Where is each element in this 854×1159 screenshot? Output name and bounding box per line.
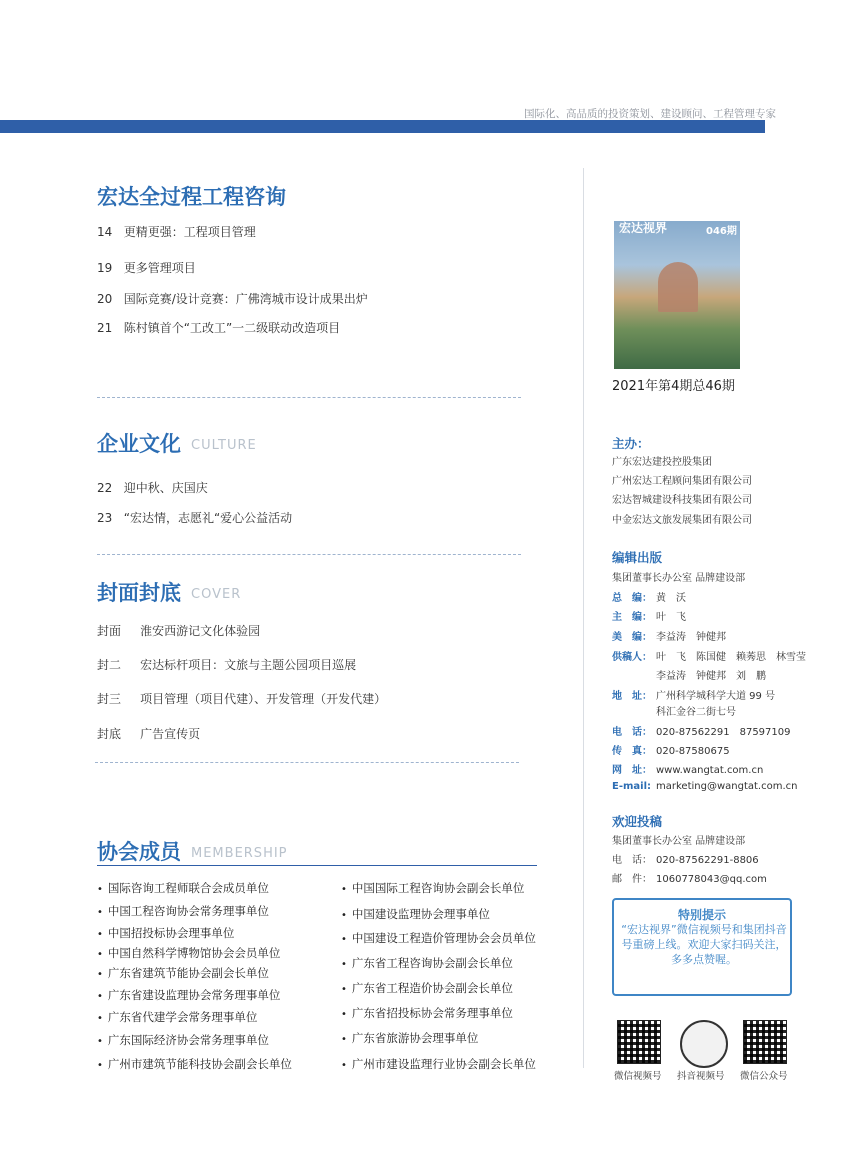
notice-body: “宏达视界”微信视频号和集团抖音号重磅上线。欢迎大家扫码关注，多多点赞喔。 xyxy=(621,923,787,966)
toc-page-number: 封三 xyxy=(97,692,122,706)
membership-item: • 中国招投标协会理事单位 xyxy=(97,925,234,941)
credit-row xyxy=(612,628,726,643)
qr-caption: 微信公众号 xyxy=(740,1071,788,1082)
qr-code-icon[interactable] xyxy=(617,1020,661,1064)
membership-item: • 国际咨询工程师联合会成员单位 xyxy=(97,880,269,896)
credit-row xyxy=(612,608,686,623)
credit-label: 网 址： xyxy=(612,765,652,776)
submission-dept: 集团董事长办公室 品牌建设部 xyxy=(612,836,746,847)
toc-item[interactable] xyxy=(97,259,196,276)
toc-page-number: 封二 xyxy=(97,658,122,672)
toc-item-text: 国际竞赛/设计竞赛：广佛湾城市设计成果出炉 xyxy=(123,292,368,306)
credit-value: 叶 飞 陈国健 赖莠思 林雪莹 xyxy=(656,652,806,663)
section-title-membership xyxy=(97,836,288,866)
credit-value: 020-87562291 87597109 xyxy=(656,727,791,738)
credit-row xyxy=(612,781,797,792)
submission-phone-row xyxy=(612,851,759,866)
credit-label: 地 址： xyxy=(612,691,652,702)
section-subtitle: COVER xyxy=(191,586,242,602)
credit-value: 广州科学城科学大道 99 号 xyxy=(656,691,776,702)
section-divider xyxy=(97,554,521,555)
toc-item[interactable] xyxy=(97,656,356,673)
toc-item-text: 淮安西游记文化体验园 xyxy=(140,624,261,638)
credit-label: E-mail: xyxy=(612,781,652,792)
cover-issue-badge: 046期 xyxy=(706,226,737,237)
toc-item[interactable] xyxy=(97,319,340,336)
credit-value: 李益涛 钟健邦 刘 鹏 xyxy=(656,671,766,682)
membership-item: • 广东省代建学会常务理事单位 xyxy=(97,1009,257,1025)
submission-phone-label: 电 话： xyxy=(612,855,652,866)
credit-row xyxy=(612,703,736,718)
credit-label: 主 编： xyxy=(612,612,652,623)
toc-item[interactable] xyxy=(97,690,386,707)
section-title-cover xyxy=(97,577,241,607)
membership-item: • 广东省工程咨询协会副会长单位 xyxy=(341,955,513,971)
membership-item: • 广东省旅游协会理事单位 xyxy=(341,1030,478,1046)
issue-number: 2021年第4期总46期 xyxy=(612,379,735,394)
qr-caption: 抖音视频号 xyxy=(677,1071,725,1082)
toc-item-text: 更多管理项目 xyxy=(123,261,196,275)
castle-illustration xyxy=(658,262,698,312)
website-link[interactable]: www.wangtat.com.cn xyxy=(656,765,764,776)
notice-title: 特别提示 xyxy=(677,908,726,922)
toc-item[interactable] xyxy=(97,290,368,307)
host-org: 广州宏达工程顾问集团有限公司 xyxy=(612,476,752,487)
toc-item-text: 陈村镇首个“工改工”一二级联动改造项目 xyxy=(123,321,341,335)
credit-row xyxy=(612,687,775,702)
cover-logo: 宏达视界 xyxy=(619,221,668,235)
section-divider xyxy=(95,762,519,763)
credit-label: 美 编： xyxy=(612,632,652,643)
credit-row xyxy=(612,723,791,738)
section-title-text: 宏达全过程工程咨询 xyxy=(97,185,286,209)
submission-mail[interactable]: 1060778043@qq.com xyxy=(656,874,767,885)
membership-item: • 中国建设工程造价管理协会会员单位 xyxy=(341,930,536,946)
credit-value: 020-87580675 xyxy=(656,746,730,757)
credit-label: 总 编： xyxy=(612,593,652,604)
toc-page-number: 22 xyxy=(97,481,113,495)
toc-item[interactable] xyxy=(97,223,256,240)
credit-label: 传 真： xyxy=(612,746,652,757)
column-divider xyxy=(583,168,584,1068)
section-title-text: 封面封底 xyxy=(97,581,181,605)
credit-value: 李益涛 钟健邦 xyxy=(656,632,726,643)
membership-item: • 广东省建筑节能协会副会长单位 xyxy=(97,965,269,981)
membership-item: • 广东国际经济协会常务理事单位 xyxy=(97,1032,269,1048)
qr-caption: 微信视频号 xyxy=(614,1071,662,1082)
toc-item-text: “宏达情，志愿礼“爱心公益活动 xyxy=(123,511,293,525)
section-title-text: 企业文化 xyxy=(97,432,181,456)
toc-page-number: 19 xyxy=(97,261,113,275)
publish-dept: 集团董事长办公室 品牌建设部 xyxy=(612,573,746,584)
email-link[interactable]: marketing@wangtat.com.cn xyxy=(656,781,798,792)
membership-item: • 广州市建筑节能科技协会副会长单位 xyxy=(97,1056,292,1072)
toc-item[interactable] xyxy=(97,725,200,742)
section-title-consulting xyxy=(97,181,286,211)
toc-page-number: 封底 xyxy=(97,727,122,741)
membership-item: • 广州市建设监理行业协会副会长单位 xyxy=(341,1056,536,1072)
membership-item: • 广东省招投标协会常务理事单位 xyxy=(341,1005,513,1021)
credit-row xyxy=(612,761,763,776)
membership-item: • 广东省工程造价协会副会长单位 xyxy=(341,980,513,996)
host-org: 广东宏达建投控股集团 xyxy=(612,457,712,468)
membership-item: • 中国自然科学博物馆协会会员单位 xyxy=(97,945,280,961)
douyin-qr-icon[interactable] xyxy=(680,1020,728,1068)
section-divider xyxy=(97,397,521,398)
section-subtitle: MEMBERSHIP xyxy=(191,845,288,861)
credit-row xyxy=(612,589,686,604)
header-bar xyxy=(0,120,765,133)
submission-phone: 020-87562291-8806 xyxy=(656,855,759,866)
credit-row xyxy=(612,742,730,757)
qr-code-icon[interactable] xyxy=(743,1020,787,1064)
toc-item-text: 宏达标杆项目：文旅与主题公园项目巡展 xyxy=(140,658,357,672)
toc-item[interactable] xyxy=(97,622,260,639)
host-org: 中金宏达文旅发展集团有限公司 xyxy=(612,515,752,526)
host-org: 宏达智城建设科技集团有限公司 xyxy=(612,495,752,506)
submission-heading: 欢迎投稿 xyxy=(612,814,663,829)
credit-row xyxy=(612,648,806,663)
toc-page-number: 14 xyxy=(97,225,113,239)
toc-item-text: 项目管理（项目代建）、开发管理（开发代建） xyxy=(140,692,387,706)
header-tagline: 国际化、高品质的投资策划、建设顾问、工程管理专家 xyxy=(524,108,776,120)
submission-mail-label: 邮 件： xyxy=(612,874,652,885)
toc-page-number: 20 xyxy=(97,292,113,306)
credit-value: 叶 飞 xyxy=(656,612,686,623)
toc-page-number: 21 xyxy=(97,321,113,335)
toc-item-text: 迎中秋、庆国庆 xyxy=(123,481,208,495)
toc-page-number: 23 xyxy=(97,511,113,525)
credit-label: 电 话： xyxy=(612,727,652,738)
toc-item[interactable] xyxy=(97,479,208,496)
toc-item-text: 广告宣传页 xyxy=(140,727,201,741)
toc-page-number: 封面 xyxy=(97,624,122,638)
credit-label: 供稿人： xyxy=(612,652,652,663)
publish-heading: 编辑出版 xyxy=(612,550,663,565)
membership-item: • 中国工程咨询协会常务理事单位 xyxy=(97,903,269,919)
credit-value: 黄 沃 xyxy=(656,593,686,604)
membership-item: • 广东省建设监理协会常务理事单位 xyxy=(97,987,280,1003)
host-heading: 主办： xyxy=(612,436,650,451)
section-subtitle: CULTURE xyxy=(191,437,257,453)
toc-item[interactable] xyxy=(97,509,292,526)
section-title-text: 协会成员 xyxy=(97,840,181,864)
membership-item: • 中国国际工程咨询协会副会长单位 xyxy=(341,880,524,896)
toc-item-text: 更精更强：工程项目管理 xyxy=(123,225,256,239)
membership-underline xyxy=(97,865,537,866)
section-title-culture xyxy=(97,428,257,458)
submission-mail-row xyxy=(612,870,767,885)
membership-item: • 中国建设监理协会理事单位 xyxy=(341,906,490,922)
credit-row xyxy=(612,667,766,682)
credit-value: 科汇金谷二街七号 xyxy=(656,707,736,718)
